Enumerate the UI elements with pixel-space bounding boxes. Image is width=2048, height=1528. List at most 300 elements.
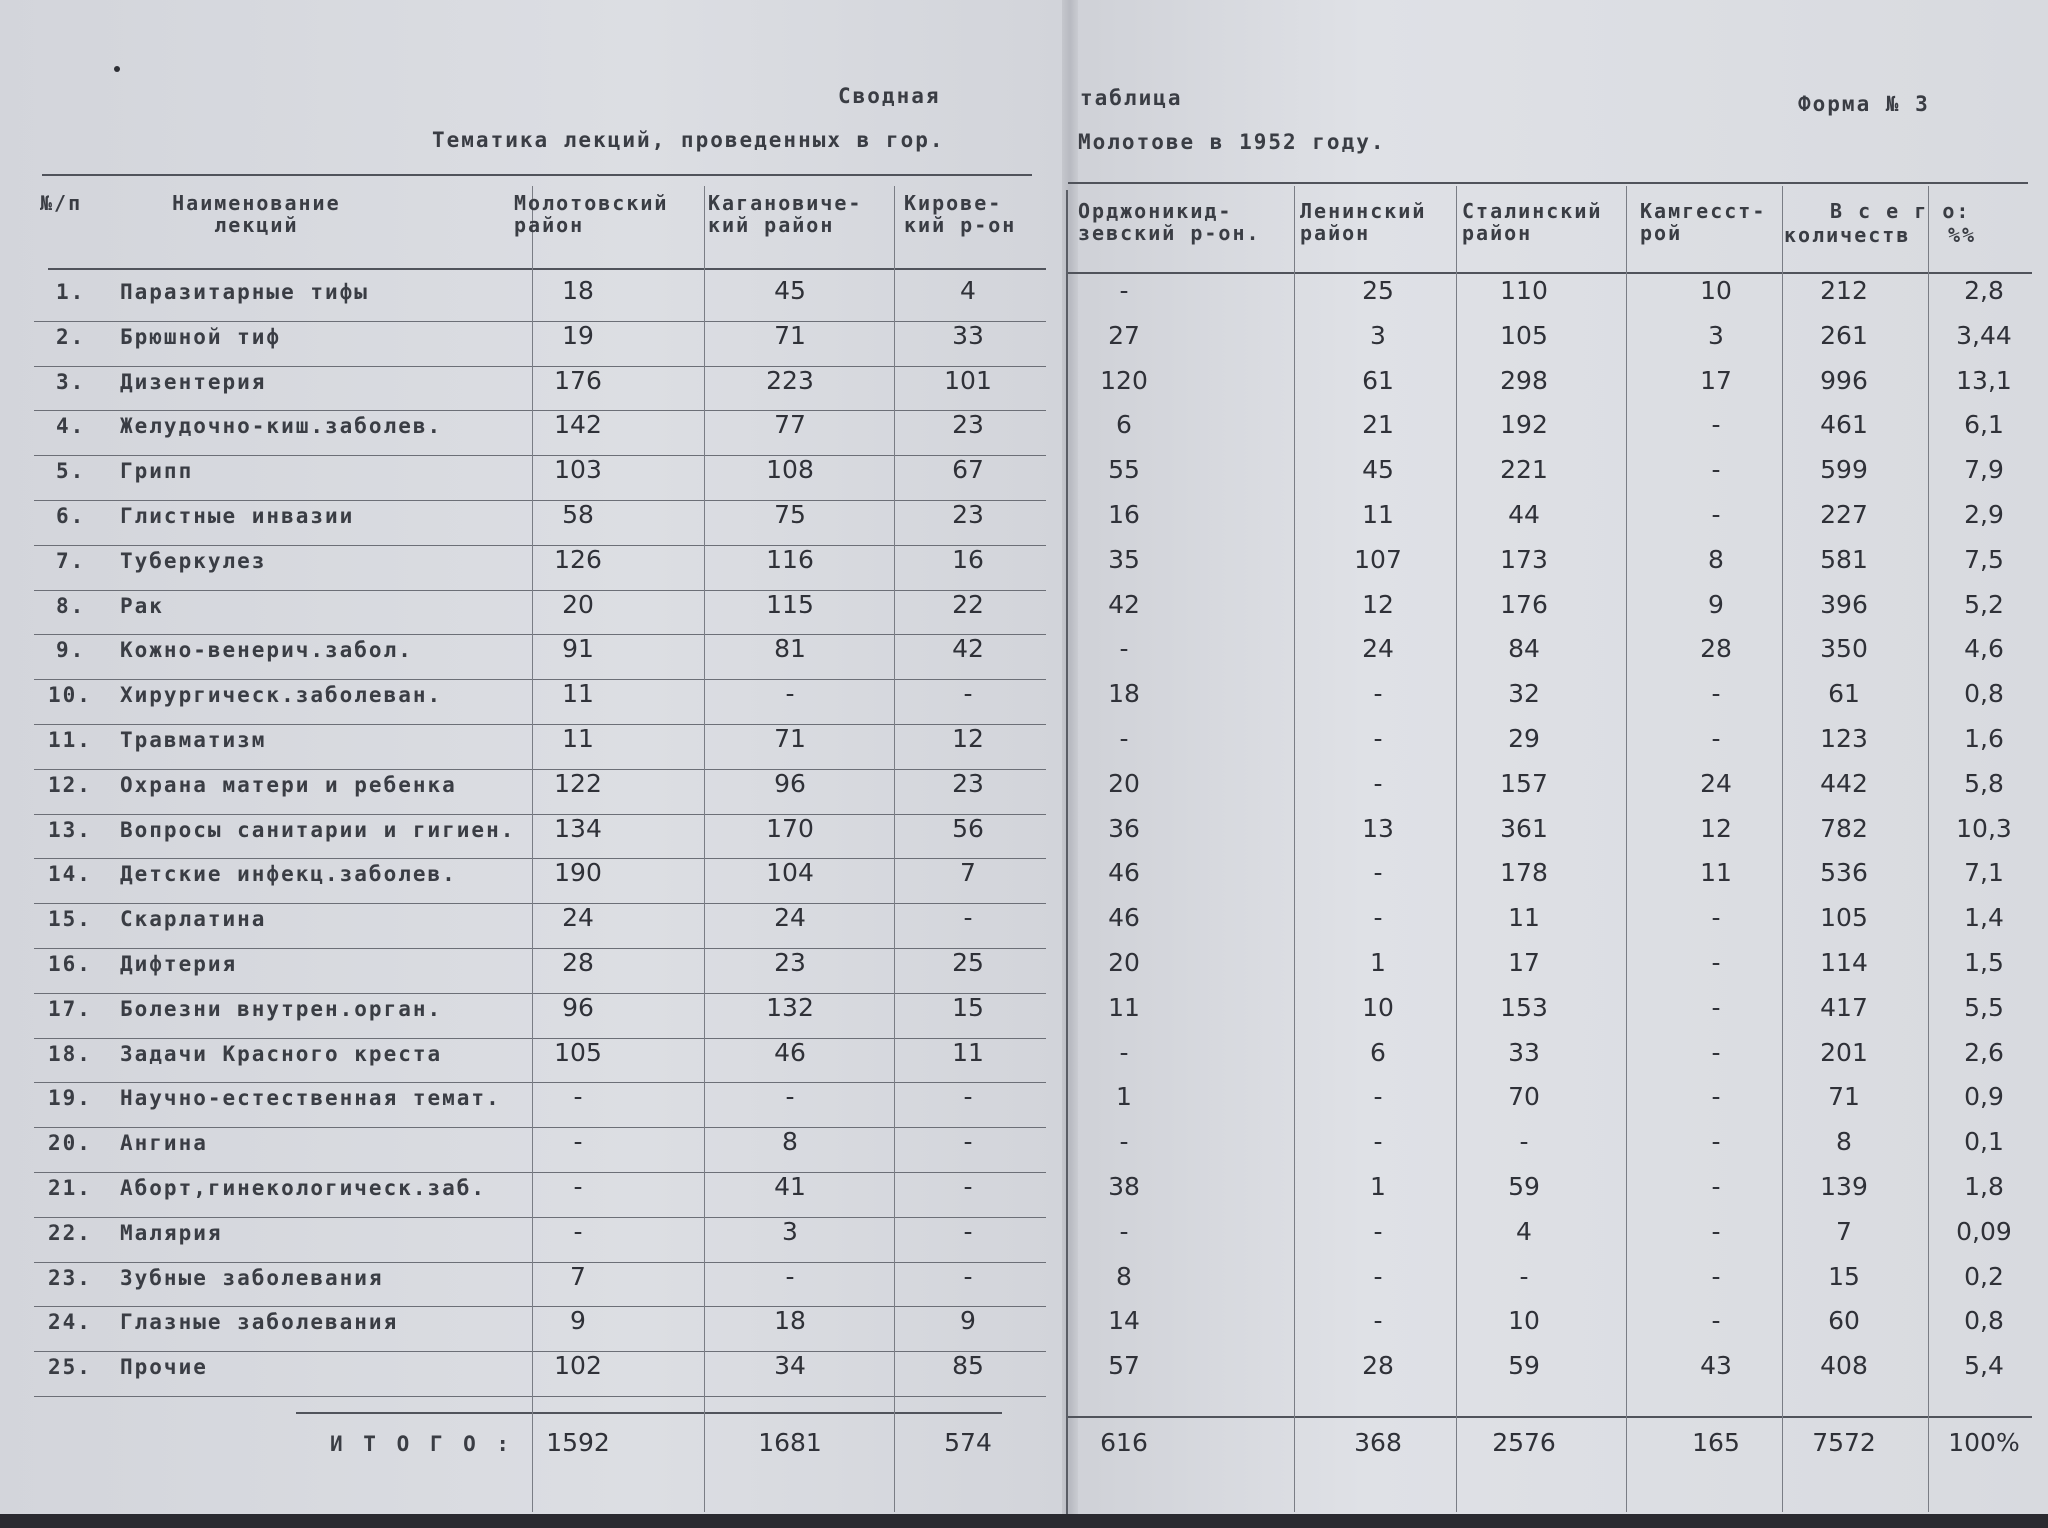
total-lenin: 368	[1354, 1428, 1402, 1457]
cell-kaganovich: 108	[766, 455, 814, 484]
cell-kirov: 56	[952, 814, 984, 843]
cell-kirov: 101	[944, 366, 992, 395]
cell-lenin: -	[1373, 769, 1383, 798]
cell-stalin: 32	[1508, 679, 1540, 708]
header-num: №/п	[40, 191, 83, 215]
cell-lenin: -	[1373, 1306, 1383, 1335]
cell-total: 227	[1820, 500, 1868, 529]
cell-pct: 5,2	[1964, 590, 2004, 619]
cell-kamgess: 9	[1708, 590, 1724, 619]
subtitle-left: Тематика лекций, проведенных в гор.	[432, 128, 945, 152]
cell-total: 350	[1820, 634, 1868, 663]
lecture-name: Вопросы санитарии и гигиен.	[120, 818, 516, 842]
cell-kirov: 22	[952, 590, 984, 619]
lecture-name: Дифтерия	[120, 952, 238, 976]
cell-stalin: 4	[1516, 1217, 1532, 1246]
ink-dot	[114, 66, 120, 72]
cell-stalin: 221	[1500, 455, 1548, 484]
lecture-name: Дизентерия	[120, 370, 267, 394]
cell-lenin: -	[1373, 903, 1383, 932]
row-number: 7.	[56, 549, 86, 573]
title-left: Сводная	[838, 84, 941, 108]
cell-kamgess: -	[1711, 1082, 1721, 1111]
cell-kaganovich: 104	[766, 858, 814, 887]
cell-kirov: 15	[952, 993, 984, 1022]
cell-kamgess: 43	[1700, 1351, 1732, 1380]
cell-ordzhonikidze: 20	[1108, 948, 1140, 977]
row-number: 3.	[56, 370, 86, 394]
total-kaganovich: 1681	[758, 1428, 822, 1457]
cell-kaganovich: 77	[774, 410, 806, 439]
cell-kirov: -	[963, 903, 973, 932]
cell-kamgess: 17	[1700, 366, 1732, 395]
rule-top-right	[1068, 182, 2028, 184]
cell-total: 408	[1820, 1351, 1868, 1380]
cell-ordzhonikidze: 120	[1100, 366, 1148, 395]
cell-molotov: 18	[562, 276, 594, 305]
total-kirov: 574	[944, 1428, 992, 1457]
cell-pct: 5,4	[1964, 1351, 2004, 1380]
cell-ordzhonikidze: -	[1119, 724, 1129, 753]
cell-lenin: 6	[1370, 1038, 1386, 1067]
cell-stalin: 178	[1500, 858, 1548, 887]
cell-molotov: 105	[554, 1038, 602, 1067]
lecture-name: Глистные инвазии	[120, 504, 355, 528]
cell-lenin: -	[1373, 1262, 1383, 1291]
row-number: 4.	[56, 414, 86, 438]
cell-stalin: 33	[1508, 1038, 1540, 1067]
cell-kirov: 67	[952, 455, 984, 484]
row-number: 6.	[56, 504, 86, 528]
cell-kirov: -	[963, 679, 973, 708]
cell-kamgess: -	[1711, 1127, 1721, 1156]
cell-kirov: -	[963, 1172, 973, 1201]
cell-lenin: 1	[1370, 1172, 1386, 1201]
cell-stalin: 298	[1500, 366, 1548, 395]
cell-total: 996	[1820, 366, 1868, 395]
cell-ordzhonikidze: -	[1119, 634, 1129, 663]
cell-pct: 1,6	[1964, 724, 2004, 753]
cell-molotov: -	[573, 1082, 583, 1111]
cell-kaganovich: 96	[774, 769, 806, 798]
cell-kirov: 16	[952, 545, 984, 574]
total-stalin: 2576	[1492, 1428, 1556, 1457]
cell-lenin: 13	[1362, 814, 1394, 843]
lecture-name: Зубные заболевания	[120, 1266, 384, 1290]
cell-stalin: 153	[1500, 993, 1548, 1022]
row-number: 5.	[56, 459, 86, 483]
row-number: 25.	[48, 1355, 92, 1379]
lecture-name: Ангина	[120, 1131, 208, 1155]
totals-label: И Т О Г О :	[330, 1432, 514, 1456]
cell-kaganovich: 23	[774, 948, 806, 977]
cell-pct: 0,09	[1956, 1217, 2012, 1246]
row-number: 14.	[48, 862, 92, 886]
cell-kamgess: -	[1711, 1038, 1721, 1067]
cell-kamgess: 8	[1708, 545, 1724, 574]
cell-total: 8	[1836, 1127, 1852, 1156]
cell-stalin: 105	[1500, 321, 1548, 350]
cell-kaganovich: -	[785, 679, 795, 708]
header-name: Наименование лекций	[172, 191, 341, 237]
header-total-count: количеств	[1784, 223, 1911, 247]
cell-kirov: 33	[952, 321, 984, 350]
cell-stalin: 59	[1508, 1172, 1540, 1201]
cell-total: 442	[1820, 769, 1868, 798]
cell-ordzhonikidze: 18	[1108, 679, 1140, 708]
cell-kaganovich: -	[785, 1262, 795, 1291]
cell-total: 7	[1836, 1217, 1852, 1246]
cell-ordzhonikidze: 16	[1108, 500, 1140, 529]
cell-kirov: 11	[952, 1038, 984, 1067]
cell-molotov: 142	[554, 410, 602, 439]
cell-total: 114	[1820, 948, 1868, 977]
cell-kirov: -	[963, 1217, 973, 1246]
cell-molotov: 9	[570, 1306, 586, 1335]
cell-molotov: 134	[554, 814, 602, 843]
row-number: 15.	[48, 907, 92, 931]
cell-stalin: 11	[1508, 903, 1540, 932]
cell-ordzhonikidze: 38	[1108, 1172, 1140, 1201]
lecture-name: Болезни внутрен.орган.	[120, 997, 443, 1021]
rule-totals-left	[296, 1412, 1002, 1414]
cell-kamgess: 10	[1700, 276, 1732, 305]
cell-ordzhonikidze: 27	[1108, 321, 1140, 350]
cell-kaganovich: 41	[774, 1172, 806, 1201]
cell-lenin: 28	[1362, 1351, 1394, 1380]
lecture-name: Травматизм	[120, 728, 267, 752]
cell-kirov: 25	[952, 948, 984, 977]
cell-kamgess: 28	[1700, 634, 1732, 663]
cell-stalin: 192	[1500, 410, 1548, 439]
cell-kaganovich: 81	[774, 634, 806, 663]
lecture-name: Задачи Красного креста	[120, 1042, 443, 1066]
cell-pct: 5,5	[1964, 993, 2004, 1022]
cell-total: 599	[1820, 455, 1868, 484]
row-number: 21.	[48, 1176, 92, 1200]
lecture-name: Кожно-венерич.забол.	[120, 638, 413, 662]
cell-kamgess: -	[1711, 1262, 1721, 1291]
cell-total: 396	[1820, 590, 1868, 619]
cell-pct: 2,6	[1964, 1038, 2004, 1067]
cell-kirov: 12	[952, 724, 984, 753]
cell-kamgess: 3	[1708, 321, 1724, 350]
cell-molotov: -	[573, 1217, 583, 1246]
lecture-name: Прочие	[120, 1355, 208, 1379]
lecture-name: Малярия	[120, 1221, 223, 1245]
cell-lenin: 107	[1354, 545, 1402, 574]
cell-molotov: 11	[562, 679, 594, 708]
cell-total: 782	[1820, 814, 1868, 843]
cell-kamgess: -	[1711, 455, 1721, 484]
cell-kirov: -	[963, 1082, 973, 1111]
cell-pct: 0,8	[1964, 679, 2004, 708]
cell-ordzhonikidze: 55	[1108, 455, 1140, 484]
col-line-kaganovich	[704, 186, 705, 1512]
cell-lenin: 24	[1362, 634, 1394, 663]
cell-molotov: 103	[554, 455, 602, 484]
cell-total: 581	[1820, 545, 1868, 574]
cell-kirov: 42	[952, 634, 984, 663]
header-kaganovich: Кагановиче- кий район	[708, 191, 863, 237]
row-number: 10.	[48, 683, 92, 707]
cell-stalin: -	[1519, 1127, 1529, 1156]
cell-ordzhonikidze: 36	[1108, 814, 1140, 843]
cell-ordzhonikidze: 6	[1116, 410, 1132, 439]
lecture-name: Туберкулез	[120, 549, 267, 573]
cell-kaganovich: 75	[774, 500, 806, 529]
cell-molotov: 122	[554, 769, 602, 798]
cell-total: 461	[1820, 410, 1868, 439]
header-lenin: Ленинский район	[1300, 199, 1427, 245]
lecture-name: Глазные заболевания	[120, 1310, 399, 1334]
cell-lenin: 10	[1362, 993, 1394, 1022]
cell-kamgess: 24	[1700, 769, 1732, 798]
row-number: 17.	[48, 997, 92, 1021]
lecture-name: Хирургическ.заболеван.	[120, 683, 443, 707]
cell-kamgess: -	[1711, 948, 1721, 977]
cell-stalin: 29	[1508, 724, 1540, 753]
cell-stalin: 173	[1500, 545, 1548, 574]
rule-top-left	[42, 174, 1032, 176]
cell-total: 123	[1820, 724, 1868, 753]
col-line-ordzhonikidze	[1294, 186, 1295, 1512]
cell-ordzhonikidze: -	[1119, 1217, 1129, 1246]
cell-kaganovich: 34	[774, 1351, 806, 1380]
cell-molotov: 24	[562, 903, 594, 932]
cell-molotov: 19	[562, 321, 594, 350]
cell-total: 536	[1820, 858, 1868, 887]
cell-kamgess: 11	[1700, 858, 1732, 887]
cell-lenin: 11	[1362, 500, 1394, 529]
cell-stalin: 17	[1508, 948, 1540, 977]
cell-kaganovich: 8	[782, 1127, 798, 1156]
cell-kirov: -	[963, 1262, 973, 1291]
cell-ordzhonikidze: 35	[1108, 545, 1140, 574]
row-number: 18.	[48, 1042, 92, 1066]
cell-lenin: -	[1373, 1217, 1383, 1246]
cell-kamgess: -	[1711, 1217, 1721, 1246]
header-ordzhonikidze: Орджоникид- зевский р-он.	[1078, 199, 1261, 245]
lecture-name: Скарлатина	[120, 907, 267, 931]
title-right: таблица	[1080, 86, 1183, 110]
cell-pct: 1,5	[1964, 948, 2004, 977]
row-number: 11.	[48, 728, 92, 752]
cell-kamgess: -	[1711, 410, 1721, 439]
cell-kaganovich: 223	[766, 366, 814, 395]
header-total-pct: %%	[1948, 223, 1977, 247]
cell-pct: 7,5	[1964, 545, 2004, 574]
cell-ordzhonikidze: -	[1119, 1038, 1129, 1067]
cell-stalin: 176	[1500, 590, 1548, 619]
cell-ordzhonikidze: -	[1119, 1127, 1129, 1156]
cell-kirov: 9	[960, 1306, 976, 1335]
cell-kaganovich: 24	[774, 903, 806, 932]
cell-pct: 7,9	[1964, 455, 2004, 484]
row-number: 9.	[56, 638, 86, 662]
cell-ordzhonikidze: 46	[1108, 903, 1140, 932]
lecture-name: Грипп	[120, 459, 194, 483]
cell-stalin: 157	[1500, 769, 1548, 798]
cell-pct: 10,3	[1956, 814, 2012, 843]
cell-total: 139	[1820, 1172, 1868, 1201]
cell-lenin: 12	[1362, 590, 1394, 619]
cell-ordzhonikidze: 1	[1116, 1082, 1132, 1111]
row-number: 20.	[48, 1131, 92, 1155]
lecture-name: Брюшной тиф	[120, 325, 282, 349]
cell-ordzhonikidze: 8	[1116, 1262, 1132, 1291]
header-molotov: Молотовский район	[514, 191, 669, 237]
cell-molotov: 96	[562, 993, 594, 1022]
cell-pct: 0,2	[1964, 1262, 2004, 1291]
cell-kaganovich: 71	[774, 321, 806, 350]
total-molotov: 1592	[546, 1428, 610, 1457]
row-number: 1.	[56, 280, 86, 304]
cell-lenin: -	[1373, 724, 1383, 753]
cell-kamgess: 12	[1700, 814, 1732, 843]
col-line-kamgess	[1782, 186, 1783, 1512]
cell-kamgess: -	[1711, 993, 1721, 1022]
col-line-lenin	[1456, 186, 1457, 1512]
background-strip	[0, 1514, 2048, 1528]
cell-stalin: 44	[1508, 500, 1540, 529]
form-number: Форма № 3	[1798, 92, 1930, 116]
lecture-name: Охрана матери и ребенка	[120, 773, 457, 797]
cell-pct: 0,8	[1964, 1306, 2004, 1335]
cell-lenin: 25	[1362, 276, 1394, 305]
cell-kirov: 85	[952, 1351, 984, 1380]
cell-total: 61	[1828, 679, 1860, 708]
cell-kaganovich: 18	[774, 1306, 806, 1335]
cell-kirov: -	[963, 1127, 973, 1156]
cell-molotov: -	[573, 1172, 583, 1201]
total-ordzhonikidze: 616	[1100, 1428, 1148, 1457]
total-pct: 100%	[1948, 1428, 2020, 1457]
cell-kamgess: -	[1711, 500, 1721, 529]
cell-molotov: 20	[562, 590, 594, 619]
lecture-name: Рак	[120, 594, 164, 618]
cell-kamgess: -	[1711, 1306, 1721, 1335]
cell-ordzhonikidze: 20	[1108, 769, 1140, 798]
cell-kirov: 23	[952, 410, 984, 439]
cell-kaganovich: 3	[782, 1217, 798, 1246]
lecture-name: Аборт,гинекологическ.заб.	[120, 1176, 487, 1200]
cell-molotov: 11	[562, 724, 594, 753]
cell-pct: 6,1	[1964, 410, 2004, 439]
cell-ordzhonikidze: -	[1119, 276, 1129, 305]
cell-kaganovich: 71	[774, 724, 806, 753]
cell-kaganovich: 170	[766, 814, 814, 843]
cell-ordzhonikidze: 57	[1108, 1351, 1140, 1380]
row-number: 8.	[56, 594, 86, 618]
cell-total: 71	[1828, 1082, 1860, 1111]
cell-stalin: 70	[1508, 1082, 1540, 1111]
cell-ordzhonikidze: 11	[1108, 993, 1140, 1022]
cell-molotov: 102	[554, 1351, 602, 1380]
row-number: 13.	[48, 818, 92, 842]
cell-kirov: 7	[960, 858, 976, 887]
cell-lenin: 61	[1362, 366, 1394, 395]
cell-lenin: -	[1373, 1127, 1383, 1156]
cell-molotov: 190	[554, 858, 602, 887]
cell-total: 417	[1820, 993, 1868, 1022]
cell-total: 60	[1828, 1306, 1860, 1335]
cell-stalin: -	[1519, 1262, 1529, 1291]
cell-molotov: 28	[562, 948, 594, 977]
row-number: 19.	[48, 1086, 92, 1110]
cell-pct: 2,9	[1964, 500, 2004, 529]
cell-kaganovich: -	[785, 1082, 795, 1111]
cell-ordzhonikidze: 42	[1108, 590, 1140, 619]
cell-total: 201	[1820, 1038, 1868, 1067]
cell-molotov: 126	[554, 545, 602, 574]
cell-stalin: 84	[1508, 634, 1540, 663]
cell-molotov: 58	[562, 500, 594, 529]
subtitle-right: Молотове в 1952 году.	[1078, 130, 1386, 154]
rule-header-left	[48, 268, 1046, 270]
row-number: 23.	[48, 1266, 92, 1290]
cell-kaganovich: 115	[766, 590, 814, 619]
cell-molotov: -	[573, 1127, 583, 1156]
cell-kamgess: -	[1711, 1172, 1721, 1201]
total-total: 7572	[1812, 1428, 1876, 1457]
header-total-group: В с е г о:	[1830, 199, 1971, 223]
cell-pct: 0,9	[1964, 1082, 2004, 1111]
lecture-name: Детские инфекц.заболев.	[120, 862, 457, 886]
cell-kirov: 23	[952, 769, 984, 798]
header-kirov: Кирове- кий р-он	[904, 191, 1017, 237]
cell-kaganovich: 116	[766, 545, 814, 574]
cell-molotov: 176	[554, 366, 602, 395]
cell-total: 212	[1820, 276, 1868, 305]
cell-stalin: 110	[1500, 276, 1548, 305]
page-fold	[1062, 0, 1078, 1520]
cell-ordzhonikidze: 46	[1108, 858, 1140, 887]
col-line-pct	[1928, 186, 1929, 1512]
cell-total: 105	[1820, 903, 1868, 932]
col-line-kirov	[894, 186, 895, 1512]
cell-total: 15	[1828, 1262, 1860, 1291]
col-line-stalin	[1626, 186, 1627, 1512]
lecture-name: Научно-естественная темат.	[120, 1086, 501, 1110]
cell-pct: 4,6	[1964, 634, 2004, 663]
cell-lenin: 3	[1370, 321, 1386, 350]
cell-lenin: -	[1373, 1082, 1383, 1111]
cell-pct: 0,1	[1964, 1127, 2004, 1156]
cell-kamgess: -	[1711, 724, 1721, 753]
cell-kaganovich: 45	[774, 276, 806, 305]
cell-lenin: -	[1373, 679, 1383, 708]
header-kamgess: Камгесст- рой	[1640, 199, 1767, 245]
cell-total: 261	[1820, 321, 1868, 350]
lecture-name: Желудочно-киш.заболев.	[120, 414, 443, 438]
cell-molotov: 91	[562, 634, 594, 663]
cell-pct: 13,1	[1956, 366, 2012, 395]
cell-kaganovich: 132	[766, 993, 814, 1022]
cell-pct: 1,8	[1964, 1172, 2004, 1201]
cell-kamgess: -	[1711, 903, 1721, 932]
cell-kirov: 23	[952, 500, 984, 529]
header-stalin: Сталинский район	[1462, 199, 1603, 245]
row-number: 22.	[48, 1221, 92, 1245]
rule-totals-right	[1066, 1416, 2032, 1418]
cell-ordzhonikidze: 14	[1108, 1306, 1140, 1335]
cell-lenin: -	[1373, 858, 1383, 887]
cell-stalin: 10	[1508, 1306, 1540, 1335]
row-number: 16.	[48, 952, 92, 976]
cell-lenin: 21	[1362, 410, 1394, 439]
cell-pct: 1,4	[1964, 903, 2004, 932]
